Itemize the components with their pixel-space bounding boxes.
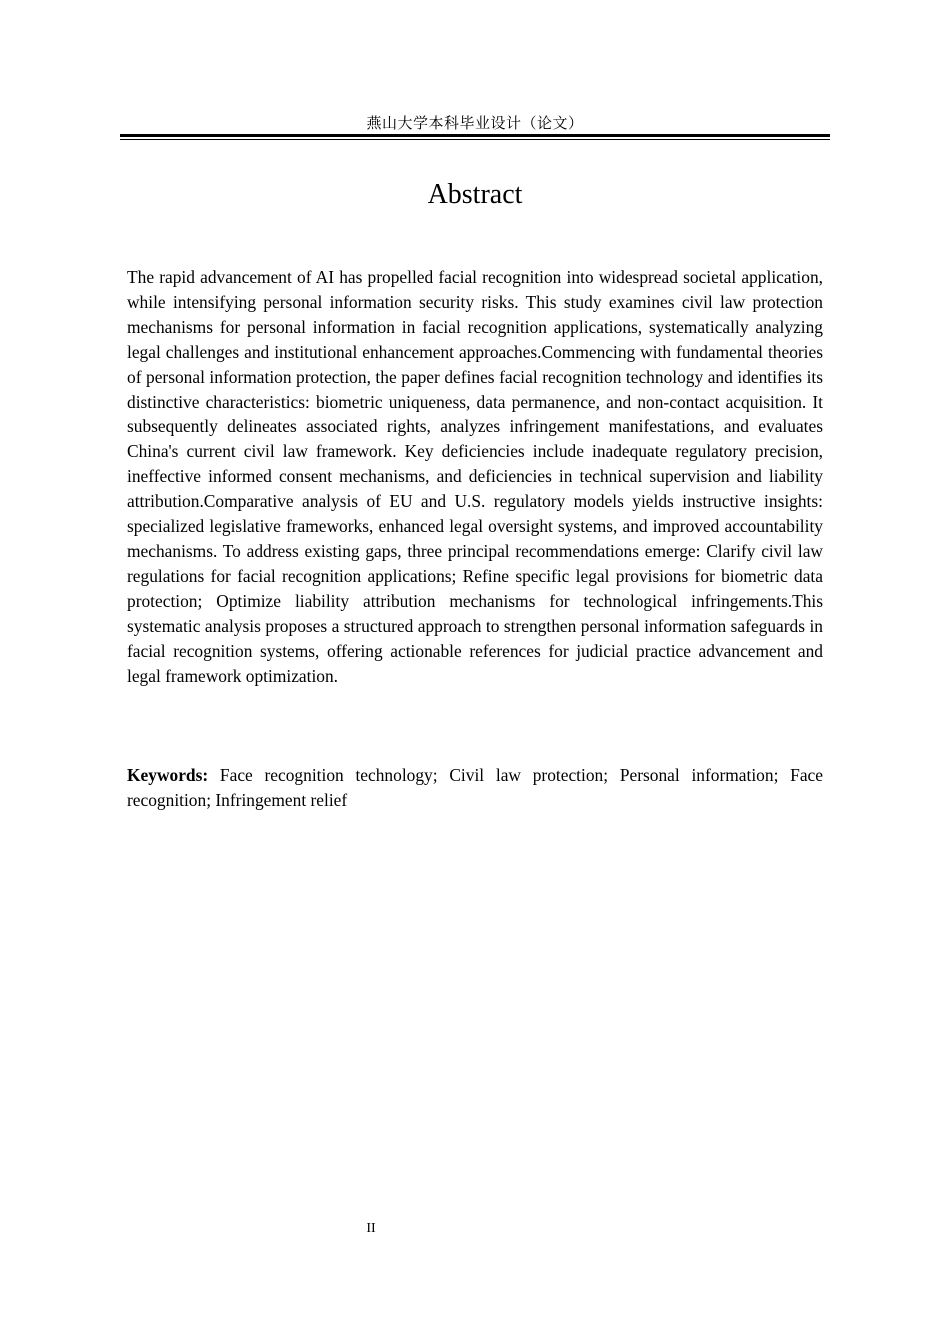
keywords-label: Keywords: (127, 765, 209, 785)
keywords-text: Face recognition technology; Civil law protection; Personal information; Face recognition; Infringement relief (127, 765, 823, 810)
abstract-title: Abstract (427, 179, 523, 210)
header-rule-thin (120, 139, 830, 140)
running-header: 燕山大学本科毕业设计（论文） (366, 114, 584, 132)
keywords-paragraph (127, 763, 823, 813)
abstract-body: The rapid advancement of AI has propelled facial recognition into widespread societal application, while intensifying personal information security risks. This study examines civil law protection mechanisms for personal information in facial recognition applications, systematically analyzing legal challenges and institutional enhancement approaches.Commencing with fundamental theories of personal information protection, the paper defines facial recognition technology and identifies its distinctive characteristics: biometric uniqueness, data permanence, and non-contact acquisition. It subsequently delineates associated rights, analyzes infringement manifestations, and evaluates China's current civil law framework. Key deficiencies include inadequate regulatory precision, ineffective informed consent mechanisms, and deficiencies in technical supervision and liability attribution.Comparative analysis of EU and U.S. regulatory models yields instructive insights: specialized legislative frameworks, enhanced legal oversight systems, and improved accountability mechanisms. To address existing gaps, three principal recommendations emerge: Clarify civil law regulations for facial recognition applications; Refine specific legal provisions for biometric data protection; Optimize liability attribution mechanisms for technological infringements.This systematic analysis proposes a structured approach to strengthen personal information safeguards in facial recognition systems, offering actionable references for judicial practice advancement and legal framework optimization. (127, 267, 823, 686)
header-rule-thick (120, 134, 830, 137)
page-number: II (366, 1221, 376, 1236)
